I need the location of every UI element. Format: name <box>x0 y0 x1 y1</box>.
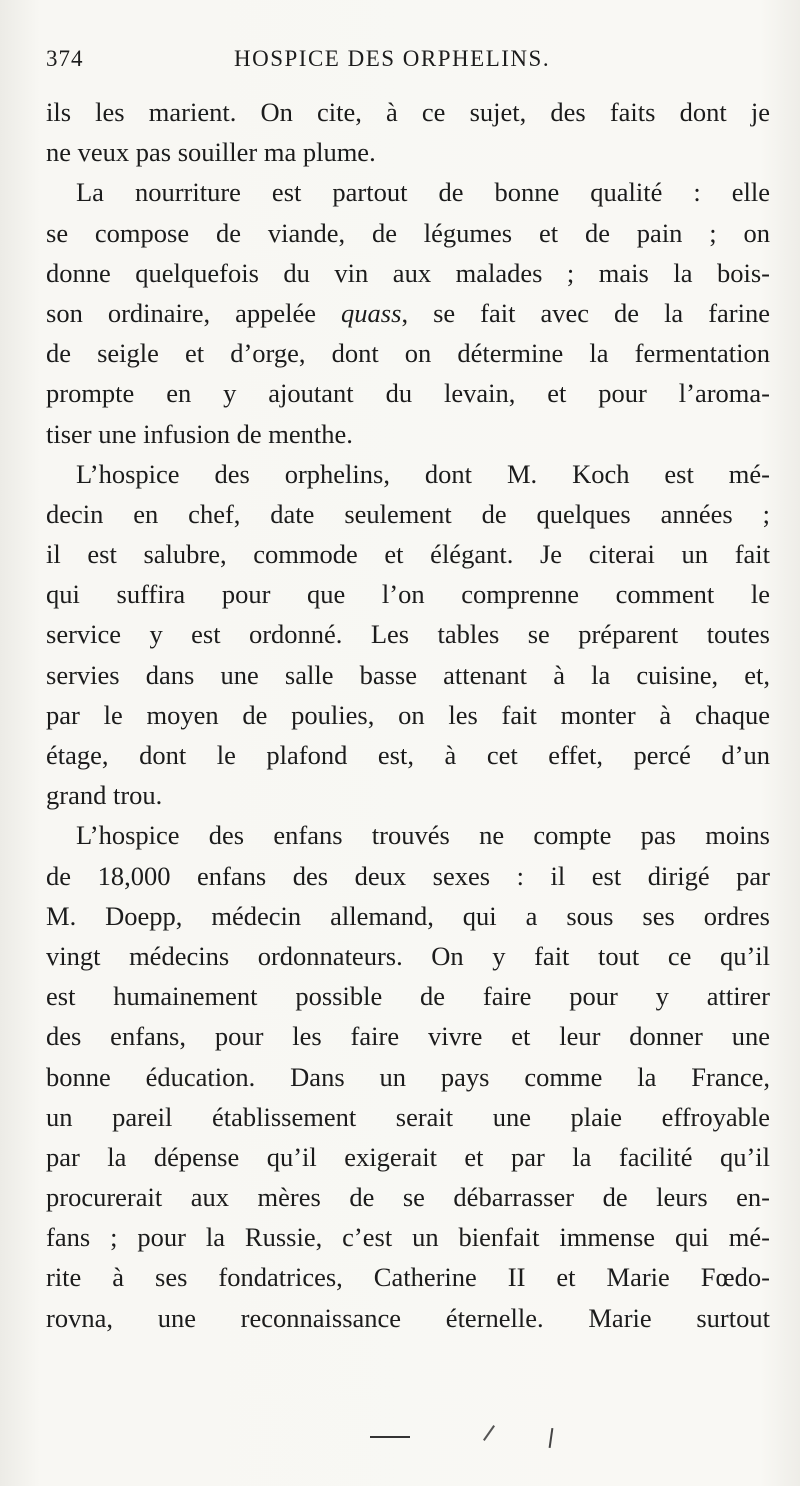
text-line: M. Doepp, médecin allemand, qui a sous ses ordres <box>46 900 770 931</box>
text-line: un pareil établissement serait une plaie effroyable <box>46 1101 770 1132</box>
page-header <box>46 40 770 80</box>
text-line: tiser une infusion de menthe. <box>46 418 353 449</box>
text-line: qui suffira pour que l’on comprenne comment le <box>46 579 770 610</box>
text-line: de seigle et d’orge, dont on détermine la fermentation <box>46 338 770 369</box>
text-line: est humainement possible de faire pour y attirer <box>46 981 770 1012</box>
text-line: vingt médecins ordonnateurs. On y fait tout ce qu’il <box>46 940 770 971</box>
running-head: HOSPICE DES ORPHELINS. <box>234 46 551 71</box>
text-line: il est salubre, commode et élégant. Je citerai un fait <box>46 539 770 570</box>
text-line: L’hospice des orphelins, dont M. Koch est mé- <box>76 458 770 489</box>
print-marks <box>370 1420 570 1460</box>
text-line: L’hospice des enfans trouvés ne compte pas moins <box>76 820 770 851</box>
text-line: servies dans une salle basse attenant à la cuisine, et, <box>46 659 770 690</box>
text-line: grand trou. <box>46 780 163 811</box>
ink-mark <box>549 1428 554 1448</box>
text-line: étage, dont le plafond est, à cet effet, percé d’un <box>46 740 770 770</box>
text-line: ne veux pas souiller ma plume. <box>46 137 376 168</box>
text-line: La nourriture est partout de bonne qualité : elle <box>76 177 770 208</box>
text-line: par la dépense qu’il exigerait et par la facilité qu’il <box>46 1141 770 1172</box>
body-text <box>46 92 770 1338</box>
text-line: se compose de viande, de légumes et de pain ; on <box>46 217 770 248</box>
text-line: rovna, une reconnaissance éternelle. Marie surtout <box>46 1302 770 1333</box>
text-line: son ordinaire, appelée quass, se fait avec de la farine <box>46 297 770 328</box>
text-line: donne quelquefois du vin aux malades ; mais la bois- <box>46 257 770 288</box>
page-number: 374 <box>46 46 84 71</box>
text-line: prompte en y ajoutant du levain, et pour l’aroma- <box>46 378 770 409</box>
text-line: fans ; pour la Russie, c’est un bienfait immense qui mé- <box>46 1222 770 1253</box>
text-line: par le moyen de poulies, on les fait monter à chaque <box>46 699 770 730</box>
text-line: rite à ses fondatrices, Catherine II et Marie Fœdo- <box>46 1262 770 1293</box>
text-line: de 18,000 enfans des deux sexes : il est dirigé par <box>46 860 770 891</box>
text-line: des enfans, pour les faire vivre et leur donner une <box>46 1021 770 1052</box>
text-line: decin en chef, date seulement de quelques années ; <box>46 498 770 529</box>
dash-mark <box>370 1436 410 1438</box>
text-line: procurerait aux mères de se débarrasser de leurs en- <box>46 1182 770 1213</box>
ink-mark <box>483 1425 495 1441</box>
italic-word: quass <box>341 297 402 328</box>
text-line: ils les marient. On cite, à ce sujet, des faits dont je <box>46 97 770 127</box>
text-line: bonne éducation. Dans un pays comme la France, <box>46 1061 770 1092</box>
text-line: service y est ordonné. Les tables se préparent toutes <box>46 619 770 650</box>
